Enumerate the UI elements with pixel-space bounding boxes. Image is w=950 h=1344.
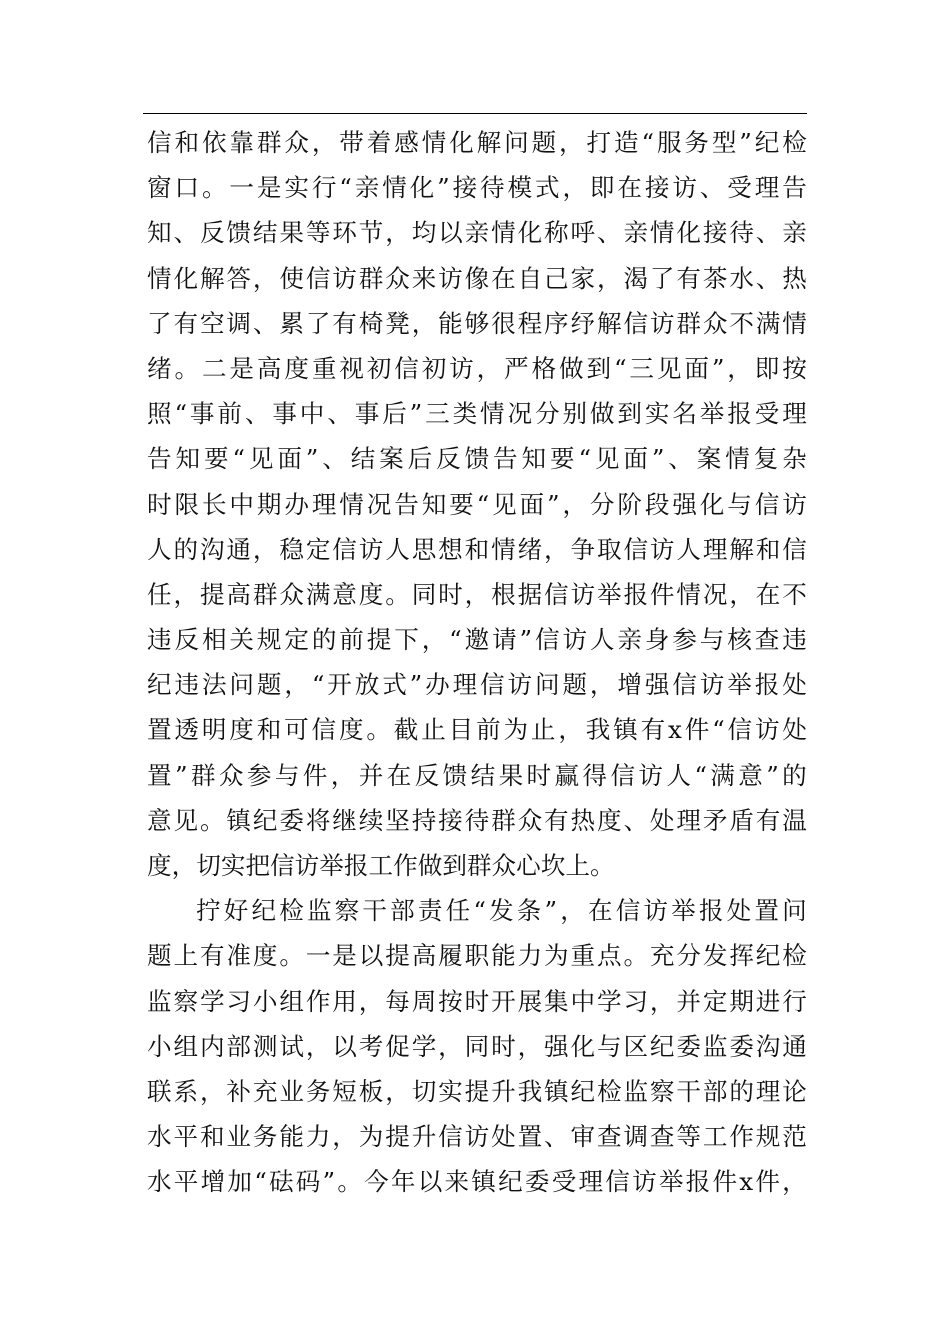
header-rule bbox=[143, 113, 807, 114]
text-line: 绪 。 二 是 高 度 重 视 初 信 初 访 ， 严 格 做 到 “ 三 见 面 ” ， 即 按 bbox=[147, 353, 807, 383]
text-line: 纪 违 法 问 题 ， “ 开 放 式 ” 办 理 信 访 问 题 ， 增 强 信 访 举 报 处 bbox=[147, 670, 807, 700]
text-line: 信 和 依 靠 群 众 ， 带 着 感 情 化 解 问 题 ， 打 造 “ 服 务 型 ” 纪 检 bbox=[147, 128, 807, 157]
text-line: 知 、 反 馈 结 果 等 环 节 ， 均 以 亲 情 化 称 呼 、 亲 情 化 接 待 、 亲 bbox=[147, 218, 807, 248]
text-line: 监 察 学 习 小 组 作 用 ， 每 周 按 时 开 展 集 中 学 习 ， 并 定 期 进 行 bbox=[147, 986, 807, 1016]
text-line: 联 系 ， 补 充 业 务 短 板 ， 切 实 提 升 我 镇 纪 检 监 察 干 部 的 理 论 bbox=[147, 1076, 807, 1106]
text-line: 了 有 空 调 、 累 了 有 椅 凳 ， 能 够 很 程 序 纾 解 信 访 群 众 不 满 情 bbox=[147, 308, 807, 338]
text-line-paragraph-end: 度 ， 切 实 把 信 访 举 报 工 作 做 到 群 众 心 坎 上 。 bbox=[147, 851, 615, 880]
text-line: 意 见 。 镇 纪 委 将 继 续 坚 持 接 待 群 众 有 热 度 、 处 理 矛 盾 有 温 bbox=[147, 805, 807, 835]
text-line-paragraph-start: 拧 好 纪 检 监 察 干 部 责 任 “ 发 条 ” ， 在 信 访 举 报 处 置 问 bbox=[196, 896, 807, 926]
text-line: 任 ， 提 高 群 众 满 意 度 。 同 时 ， 根 据 信 访 举 报 件 情 况 ， 在 不 bbox=[147, 579, 807, 609]
text-line: 水 平 增 加 “ 砝 码 ” 。 今 年 以 来 镇 纪 委 受 理 信 访 举 报 件 x 件 ， bbox=[147, 1167, 807, 1197]
text-line: 小 组 内 部 测 试 ， 以 考 促 学 ， 同 时 ， 强 化 与 区 纪 委 监 委 沟 通 bbox=[147, 1031, 807, 1061]
text-line: 情 化 解 答 ， 使 信 访 群 众 来 访 像 在 自 己 家 ， 渴 了 有 茶 水 、 热 bbox=[147, 263, 807, 293]
text-line: 违 反 相 关 规 定 的 前 提 下 ， “ 邀 请 ” 信 访 人 亲 身 参 与 核 查 违 bbox=[147, 625, 807, 655]
text-line: 水 平 和 业 务 能 力 ， 为 提 升 信 访 处 置 、 审 查 调 查 等 工 作 规 范 bbox=[147, 1122, 807, 1152]
text-line: 置 透 明 度 和 可 信 度 。 截 止 目 前 为 止 ， 我 镇 有 x 件 “ 信 访 处 bbox=[147, 715, 807, 745]
body-text bbox=[147, 120, 807, 1205]
text-line: 告 知 要 “ 见 面 ” 、 结 案 后 反 馈 告 知 要 “ 见 面 ” 、 案 情 复 杂 bbox=[147, 444, 807, 474]
text-line: 题 上 有 准 度 。 一 是 以 提 高 履 职 能 力 为 重 点 。 充 分 发 挥 纪 检 bbox=[147, 941, 807, 971]
text-line: 窗 口 。 一 是 实 行 “ 亲 情 化 ” 接 待 模 式 ， 即 在 接 访 、 受 理 告 bbox=[147, 173, 807, 203]
text-line: 置 ” 群 众 参 与 件 ， 并 在 反 馈 结 果 时 赢 得 信 访 人 “ 满 意 ” 的 bbox=[147, 760, 807, 790]
text-line: 照 “ 事 前 、 事 中 、 事 后 ” 三 类 情 况 分 别 做 到 实 名 举 报 受 理 bbox=[147, 399, 807, 429]
text-line: 时 限 长 中 期 办 理 情 况 告 知 要 “ 见 面 ” ， 分 阶 段 强 化 与 信 访 bbox=[147, 489, 807, 519]
text-line: 人 的 沟 通 ， 稳 定 信 访 人 思 想 和 情 绪 ， 争 取 信 访 人 理 解 和 信 bbox=[147, 534, 807, 564]
